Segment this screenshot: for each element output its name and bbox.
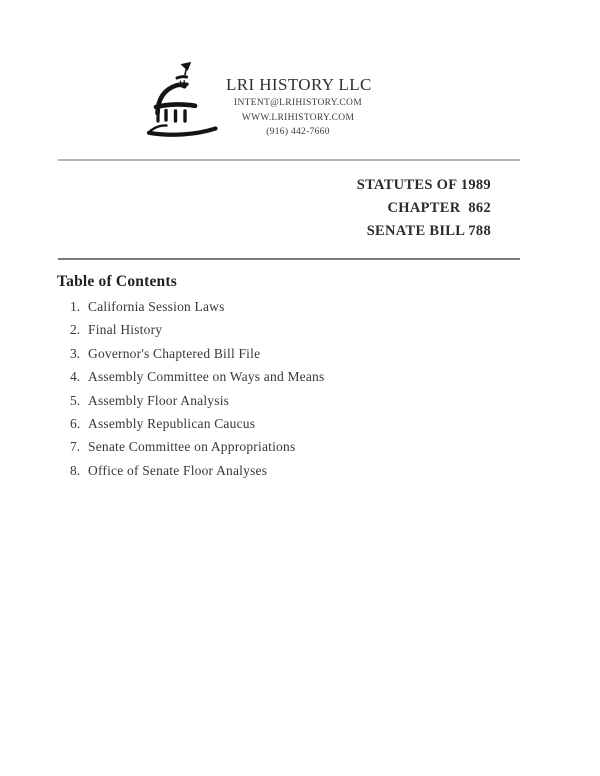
company-email: INTENT@LRIHISTORY.COM <box>234 98 362 108</box>
toc-item-label: Assembly Republican Caucus <box>88 415 256 431</box>
toc-item-label: Assembly Committee on Ways and Means <box>88 369 325 385</box>
toc-item-number: 2. <box>70 322 81 338</box>
chapter-line: CHAPTER 862 <box>387 200 491 216</box>
toc-item-number: 4. <box>70 369 81 385</box>
toc-list <box>58 299 518 486</box>
company-website: WWW.LRIHISTORY.COM <box>241 112 355 123</box>
toc-item-label: Senate Committee on Appropriations <box>88 439 296 455</box>
toc-item <box>58 322 518 345</box>
toc-item-label: Governor's Chaptered Bill File <box>88 345 261 361</box>
capitol-dome-logo-icon <box>143 62 221 140</box>
toc-item-label: California Session Laws <box>88 299 225 314</box>
toc-item-number: 7. <box>70 439 81 455</box>
company-name: LRI HISTORY LLC <box>226 75 372 94</box>
horizontal-rule-top <box>58 159 520 161</box>
toc-item-label: Assembly Floor Analysis <box>88 392 230 408</box>
toc-heading: Table of Contents <box>57 273 177 290</box>
statutes-line: STATUTES OF 1989 <box>356 177 491 193</box>
toc-item <box>58 463 518 486</box>
toc-item <box>58 439 518 462</box>
toc-item-number: 3. <box>70 345 81 361</box>
toc-item-number: 6. <box>70 415 81 431</box>
toc-item <box>58 416 518 439</box>
toc-item <box>58 393 518 416</box>
toc-item-number: 1. <box>70 299 81 314</box>
toc-item-number: 8. <box>70 462 81 478</box>
toc-item <box>58 346 518 369</box>
senate-bill-line: SENATE BILL 788 <box>366 223 491 239</box>
toc-item-number: 5. <box>70 392 81 408</box>
toc-item-label: Final History <box>88 322 163 338</box>
toc-item-label: Office of Senate Floor Analyses <box>88 462 268 478</box>
case-info-block <box>357 174 491 243</box>
horizontal-rule-bottom <box>58 258 520 260</box>
company-phone: (916) 442-7660 <box>266 127 330 138</box>
toc-item <box>58 299 518 322</box>
letterhead <box>226 74 370 140</box>
toc-item <box>58 369 518 392</box>
